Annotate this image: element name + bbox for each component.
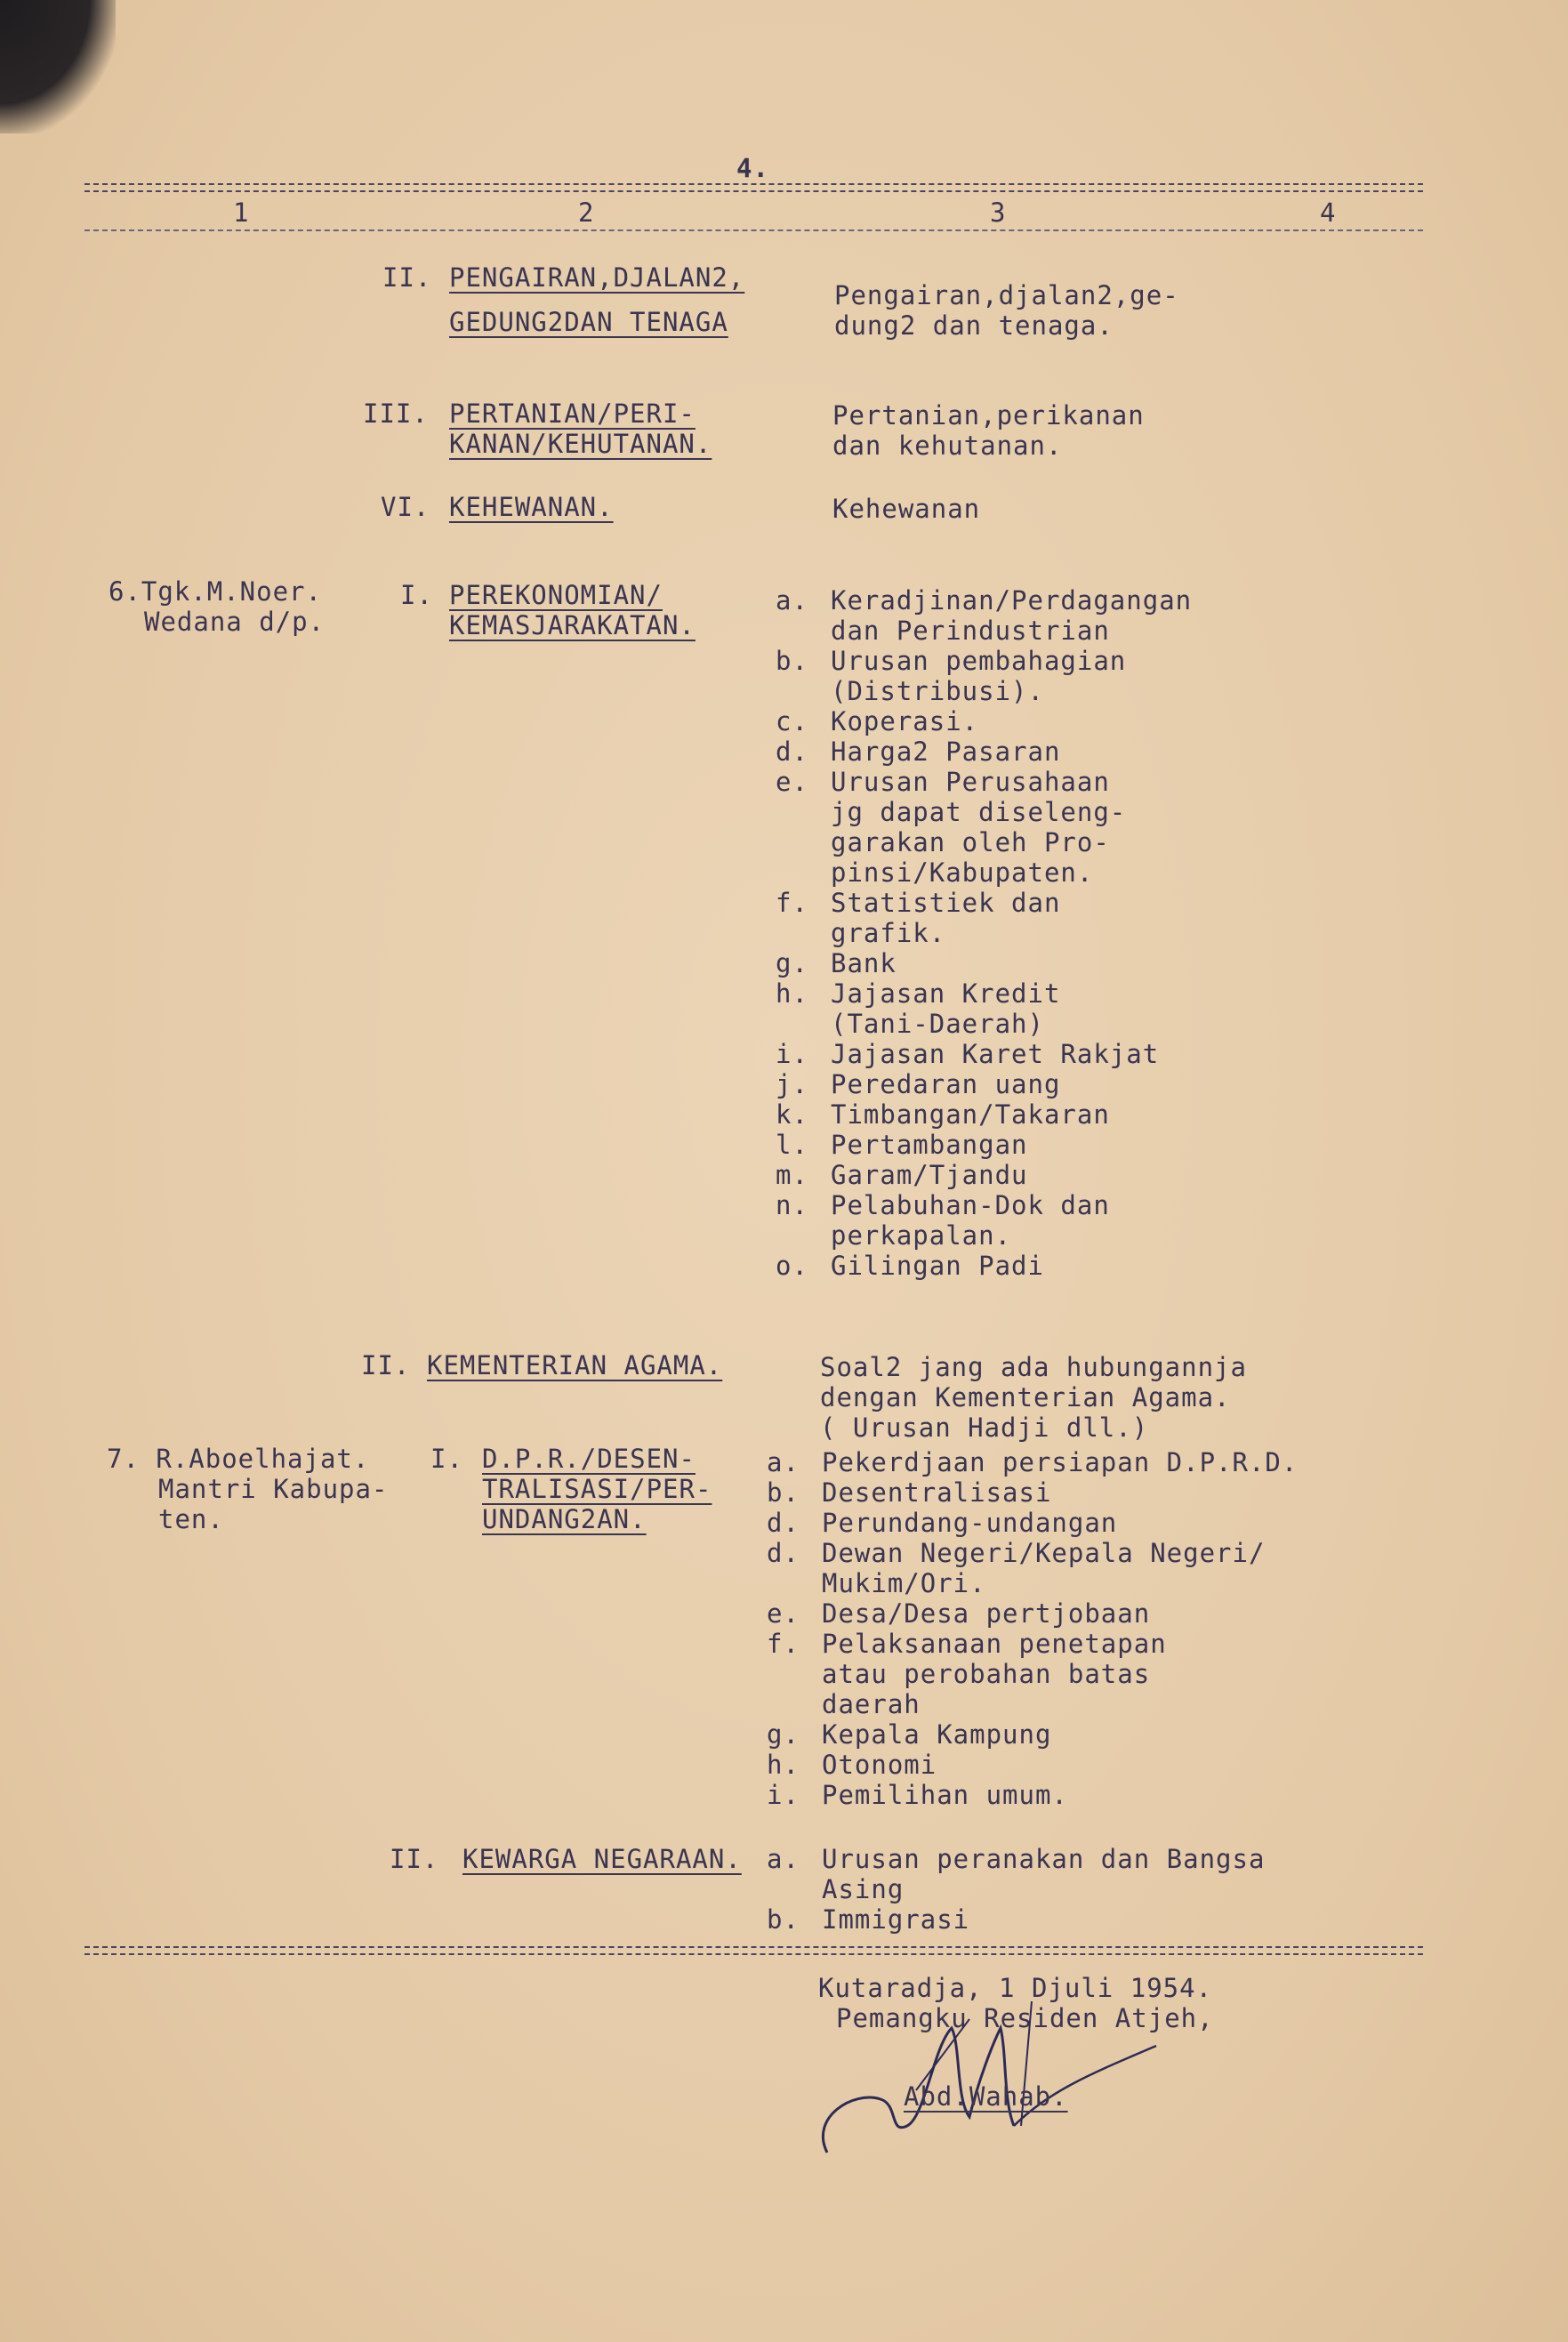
row6-item-label: g. <box>767 1719 800 1750</box>
row7-item-text: Urusan peranakan dan Bangsa <box>822 1844 1266 1874</box>
row6-item-text: Pelaksanaan penetapan <box>822 1629 1167 1659</box>
row6-roman: I. <box>430 1444 463 1474</box>
row4-item-label <box>776 827 831 857</box>
row2-desc-line1: Pertanian,perikanan <box>832 400 1145 431</box>
row5-desc-line3: ( Urusan Hadji dll.) <box>820 1412 1149 1443</box>
top-double-rule <box>84 183 1423 185</box>
row4-item-0-line-0 <box>776 585 1192 616</box>
row6-item-text: Desa/Desa pertjobaan <box>822 1598 1151 1629</box>
row4-roman: I. <box>400 580 433 610</box>
row5-heading: KEMENTERIAN AGAMA. <box>427 1350 723 1380</box>
row6-item-label: a. <box>767 1447 800 1477</box>
column-number-3: 3 <box>990 197 1007 228</box>
row4-item-label: a. <box>776 585 808 616</box>
column-number-rule <box>84 229 1423 231</box>
row4-item-12-line-0 <box>776 1160 1192 1190</box>
row6-item-7-line-0 <box>767 1750 1298 1780</box>
row4-item-label <box>776 676 831 706</box>
row4-item-4-line-1 <box>776 797 1192 827</box>
row4-item-label <box>776 616 831 646</box>
row6-item-3-line-0 <box>767 1538 1298 1568</box>
row6-heading-line1: D.P.R./DESEN- <box>482 1444 696 1474</box>
row2-desc-line2: dan kehutanan. <box>832 431 1063 461</box>
row4-item-text: garakan oleh Pro- <box>831 827 1110 857</box>
row6-item-text: Dewan Negeri/Kepala Negeri/ <box>822 1538 1266 1568</box>
row6-item-label: i. <box>767 1780 800 1810</box>
row3-heading: KEHEWANAN. <box>449 492 614 522</box>
row4-item-text: Harga2 Pasaran <box>831 736 1061 767</box>
row6-item-1-line-0 <box>767 1477 1298 1508</box>
row4-item-text: jg dapat diseleng- <box>831 797 1127 827</box>
row6-item-label: d. <box>767 1508 800 1538</box>
row6-item-label: b. <box>767 1477 800 1508</box>
row4-item-text: Bank <box>831 948 897 978</box>
row7-item-0-line-0 <box>767 1844 1265 1874</box>
closing-signer: Abd.Wahab. <box>904 2081 1068 2112</box>
row4-item-text: Koperasi. <box>831 706 979 736</box>
bottom-double-rule-2 <box>84 1953 1423 1955</box>
row4-item-label <box>776 1220 831 1251</box>
row4-item-text: Keradjinan/Perdagangan <box>831 585 1193 616</box>
row6-item-label: e. <box>767 1598 800 1629</box>
row6-item-8-line-0 <box>767 1780 1298 1810</box>
row2-roman: III. <box>363 398 429 429</box>
row4-person-line1: 6.Tgk.M.Noer. <box>109 576 322 607</box>
row4-item-label: f. <box>776 888 808 918</box>
row6-item-5-line-1 <box>767 1659 1298 1689</box>
row6-item-text: atau perobahan batas <box>822 1659 1151 1689</box>
row7-roman: II. <box>390 1844 439 1874</box>
row6-item-label <box>767 1689 822 1719</box>
row6-person-line3: ten. <box>158 1504 224 1534</box>
row4-item-label: k. <box>776 1099 808 1130</box>
row4-item-14-line-0 <box>776 1251 1192 1281</box>
row4-item-text: Timbangan/Takaran <box>831 1099 1110 1130</box>
row4-item-6-line-0 <box>776 948 1192 978</box>
row4-item-label: g. <box>776 948 808 978</box>
row7-item-text: Immigrasi <box>822 1904 970 1935</box>
row6-person-line1: 7. R.Aboelhajat. <box>107 1444 370 1474</box>
row6-item-5-line-2 <box>767 1689 1298 1719</box>
row6-person-line2: Mantri Kabupa- <box>158 1474 389 1504</box>
row4-item-text: Urusan pembahagian <box>831 646 1127 676</box>
closing-title: Pemangku Residen Atjeh, <box>836 2003 1214 2033</box>
row4-item-label <box>776 1009 831 1039</box>
row4-item-4-line-0 <box>776 767 1192 797</box>
row6-item-text: Pemilihan umum. <box>822 1780 1068 1810</box>
row4-item-2-line-0 <box>776 706 1192 736</box>
row4-item-text: Jajasan Kredit <box>831 978 1061 1009</box>
row6-item-5-line-0 <box>767 1629 1298 1659</box>
row4-item-text: grafik. <box>831 918 946 948</box>
row1-heading-line2: GEDUNG2DAN TENAGA <box>449 307 728 337</box>
row7-item-label <box>767 1874 822 1904</box>
row4-item-label: l. <box>776 1130 808 1160</box>
row4-item-text: Jajasan Karet Rakjat <box>831 1039 1160 1069</box>
row4-item-8-line-0 <box>776 1039 1192 1069</box>
row4-item-5-line-0 <box>776 888 1192 918</box>
row4-item-text: perkapalan. <box>831 1220 1012 1251</box>
row4-item-1-line-1 <box>776 676 1192 706</box>
row6-item-label <box>767 1659 822 1689</box>
row4-item-1-line-0 <box>776 646 1192 676</box>
row6-item-0-line-0 <box>767 1447 1298 1477</box>
row6-item-2-line-0 <box>767 1508 1298 1538</box>
row4-item-label: c. <box>776 706 808 736</box>
row4-item-5-line-1 <box>776 918 1192 948</box>
row4-item-7-line-1 <box>776 1009 1192 1039</box>
row4-item-text: Urusan Perusahaan <box>831 767 1110 797</box>
row7-item-1-line-0 <box>767 1904 1265 1935</box>
row4-item-text: Pelabuhan-Dok dan <box>831 1190 1110 1220</box>
row4-item-text: dan Perindustrian <box>831 616 1110 646</box>
row2-heading-line1: PERTANIAN/PERI- <box>449 398 696 429</box>
row6-item-list <box>767 1447 1298 1810</box>
row6-item-label: d. <box>767 1538 800 1568</box>
row6-item-label: h. <box>767 1750 800 1780</box>
row4-item-label: d. <box>776 736 808 767</box>
row2-heading-line2: KANAN/KEHUTANAN. <box>449 429 712 459</box>
row6-item-3-line-1 <box>767 1568 1298 1598</box>
row4-item-text: (Distribusi). <box>831 676 1044 706</box>
row4-item-text: Peredaran uang <box>831 1069 1061 1099</box>
top-double-rule-2 <box>84 190 1423 192</box>
row6-item-text: Otonomi <box>822 1750 937 1780</box>
row4-item-label: h. <box>776 978 808 1009</box>
row4-item-4-line-3 <box>776 857 1192 888</box>
row6-heading-line3: UNDANG2AN. <box>482 1504 647 1534</box>
row4-item-label: n. <box>776 1190 808 1220</box>
row6-item-text: Perundang-undangan <box>822 1508 1118 1538</box>
row4-item-4-line-2 <box>776 827 1192 857</box>
row5-desc-line2: dengan Kementerian Agama. <box>820 1382 1231 1412</box>
column-number-1: 1 <box>233 197 250 228</box>
row4-item-label: i. <box>776 1039 808 1069</box>
row4-item-text: Statistiek dan <box>831 888 1061 918</box>
row4-item-7-line-0 <box>776 978 1192 1009</box>
row7-item-label: a. <box>767 1844 800 1874</box>
row4-item-label: j. <box>776 1069 808 1099</box>
row4-item-label: b. <box>776 646 808 676</box>
row6-item-label: f. <box>767 1629 800 1659</box>
row4-item-label <box>776 797 831 827</box>
page-number: 4. <box>736 153 769 183</box>
row7-item-0-line-1 <box>767 1874 1265 1904</box>
bottom-double-rule <box>84 1946 1423 1948</box>
row4-item-label: e. <box>776 767 808 797</box>
row4-item-list <box>776 585 1192 1281</box>
row6-item-6-line-0 <box>767 1719 1298 1750</box>
row4-item-text: Gilingan Padi <box>831 1251 1044 1281</box>
row4-item-text: pinsi/Kabupaten. <box>831 857 1094 888</box>
row6-item-label <box>767 1568 822 1598</box>
row4-item-text: (Tani-Daerah) <box>831 1009 1044 1039</box>
row4-heading-line2: KEMASJARAKATAN. <box>449 610 696 640</box>
row7-item-text: Asing <box>822 1874 905 1904</box>
row3-desc: Kehewanan <box>832 494 981 524</box>
row7-heading: KEWARGA NEGARAAN. <box>462 1844 742 1874</box>
row4-item-10-line-0 <box>776 1099 1192 1130</box>
row4-heading-line1: PEREKONOMIAN/ <box>449 580 663 610</box>
row4-item-3-line-0 <box>776 736 1192 767</box>
row1-desc-line2: dung2 dan tenaga. <box>834 310 1114 341</box>
row1-roman: II. <box>382 262 432 293</box>
row4-item-label: m. <box>776 1160 808 1190</box>
row4-person-line2: Wedana d/p. <box>144 607 326 637</box>
row7-item-list <box>767 1844 1265 1935</box>
row4-item-label: o. <box>776 1251 808 1281</box>
row4-item-0-line-1 <box>776 616 1192 646</box>
row3-roman: VI. <box>381 492 430 522</box>
row4-item-text: Pertambangan <box>831 1130 1028 1160</box>
row4-item-11-line-0 <box>776 1130 1192 1160</box>
row6-item-text: Mukim/Ori. <box>822 1568 986 1598</box>
row4-item-9-line-0 <box>776 1069 1192 1099</box>
closing-place-date: Kutaradja, 1 Djuli 1954. <box>818 1973 1213 2003</box>
paper-damage-stain <box>0 0 116 133</box>
row4-item-label <box>776 918 831 948</box>
row4-item-13-line-0 <box>776 1190 1192 1220</box>
row4-item-text: Garam/Tjandu <box>831 1160 1028 1190</box>
row7-item-label: b. <box>767 1904 800 1935</box>
row4-item-13-line-1 <box>776 1220 1192 1251</box>
row6-item-text: Kepala Kampung <box>822 1719 1052 1750</box>
row5-roman: II. <box>361 1350 411 1380</box>
row6-item-text: Pekerdjaan persiapan D.P.R.D. <box>822 1447 1299 1477</box>
row6-item-text: Desentralisasi <box>822 1477 1052 1508</box>
column-number-2: 2 <box>578 197 595 228</box>
row5-desc-line1: Soal2 jang ada hubungannja <box>820 1352 1247 1382</box>
row1-desc-line1: Pengairan,djalan2,ge- <box>834 280 1179 310</box>
column-number-4: 4 <box>1320 197 1337 228</box>
row6-item-text: daerah <box>822 1689 921 1719</box>
row1-heading-line1: PENGAIRAN,DJALAN2, <box>449 262 745 293</box>
row6-heading-line2: TRALISASI/PER- <box>482 1474 712 1504</box>
row4-item-label <box>776 857 831 888</box>
row6-item-4-line-0 <box>767 1598 1298 1629</box>
